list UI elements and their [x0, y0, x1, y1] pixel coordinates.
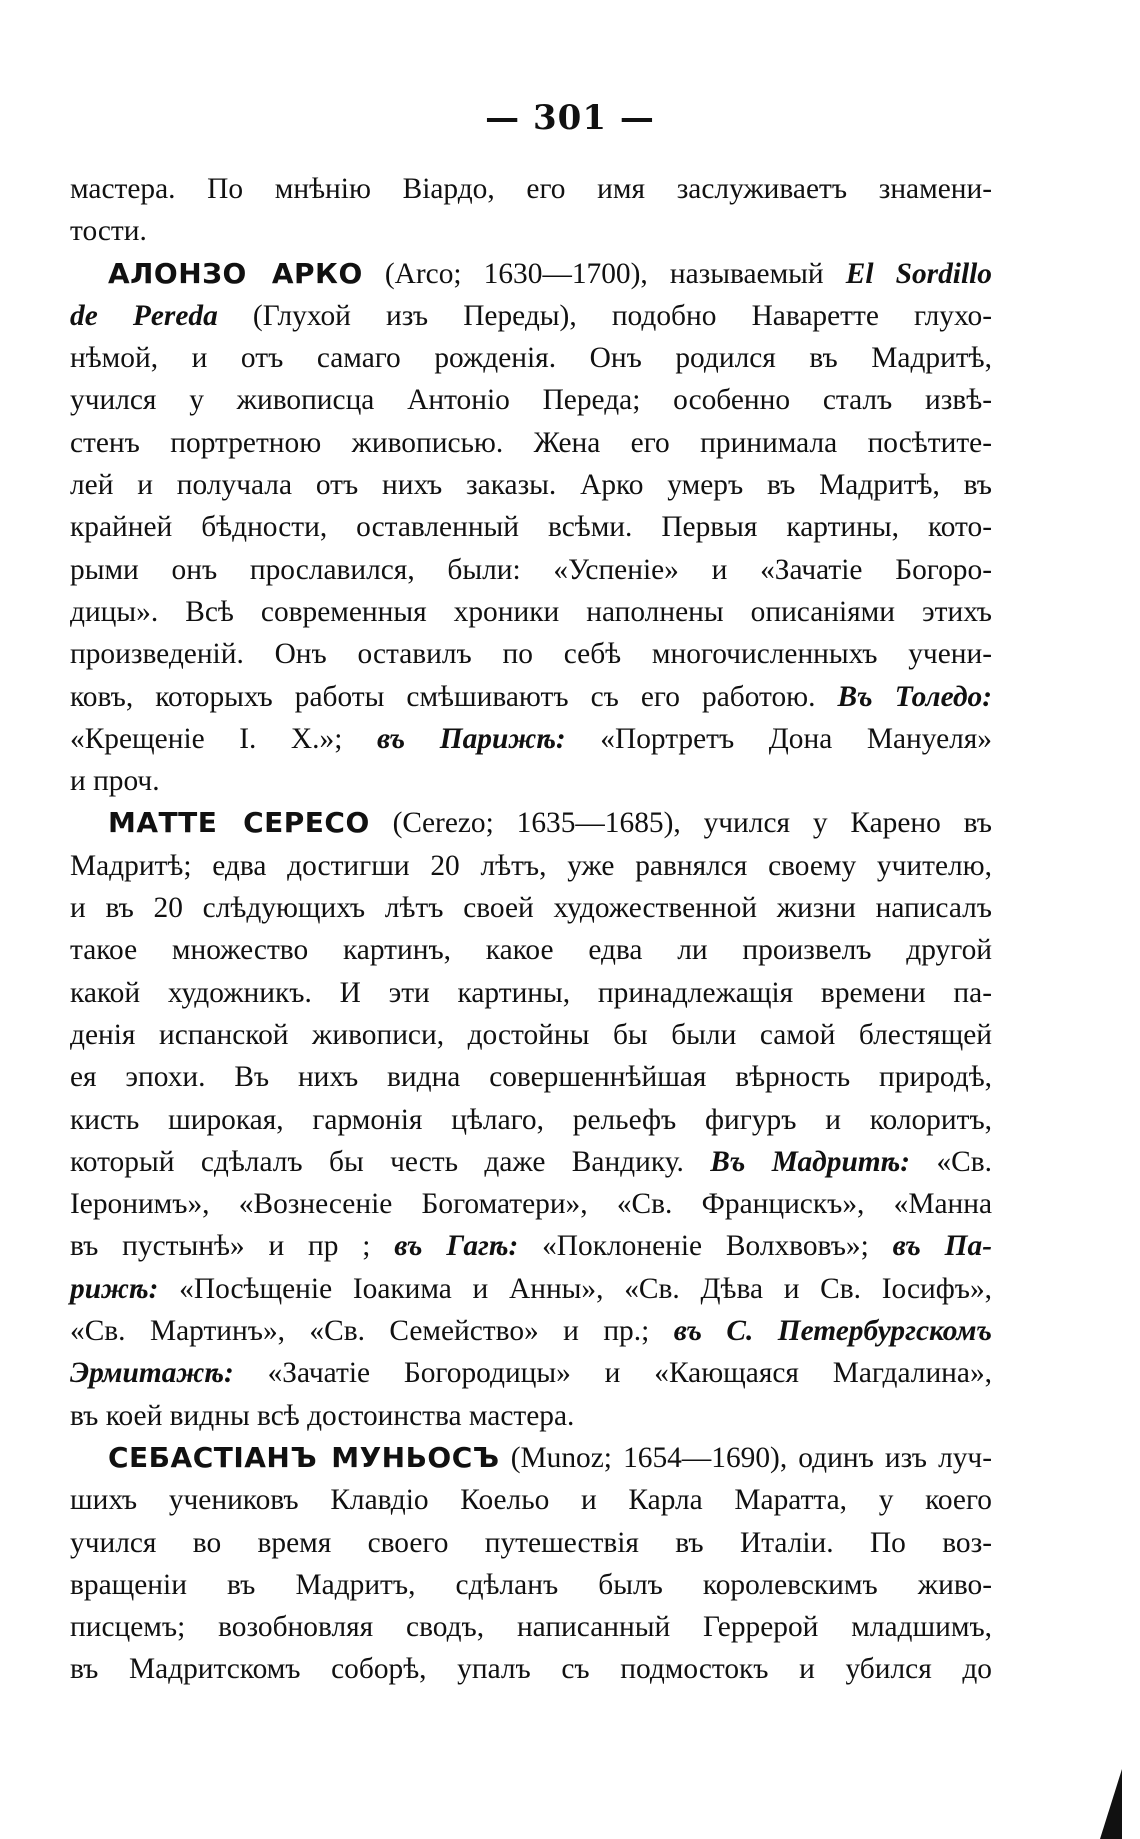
- text-line: МАТТЕ СЕРЕСО (Cerezo; 1635—1685), учился у Карено въ: [108, 806, 992, 840]
- text-line: «Крещеніе І. Х.»; въ Парижѣ: «Портретъ Дона Мануеля»: [70, 722, 992, 755]
- text-line: вращеніи въ Мадритъ, сдѣланъ былъ королевскимъ живо-: [70, 1568, 992, 1601]
- text-line: учился во время своего путешествія въ Италіи. По воз-: [70, 1526, 992, 1559]
- text-line: въ пустынѣ» и пр ; въ Гагѣ: «Поклоненіе Волхвовъ»; въ Па-: [70, 1230, 992, 1263]
- text-line: въ коей видны всѣ достоинства мастера.: [70, 1399, 575, 1432]
- page-body-text: [70, 168, 992, 1691]
- text-line: стенъ портретною живописью. Жена его принимала посѣтите-: [70, 426, 992, 459]
- text-line: который сдѣлалъ бы честь даже Вандику. Въ Мадритѣ: «Св.: [70, 1145, 992, 1178]
- text-line: рыми онъ прославился, были: «Успеніе» и «Зачатіе Богоро-: [70, 553, 992, 586]
- text-line: произведеній. Онъ оставилъ по себѣ многочисленныхъ учени-: [70, 638, 992, 671]
- text-line: ковъ, которыхъ работы смѣшиваютъ съ его работою. Въ Толедо:: [70, 680, 993, 713]
- text-line: крайней бѣдности, оставленный всѣми. Первыя картины, кото-: [70, 511, 992, 544]
- artist-name-heading: СЕБАСТІАНЪ МУНЬОСЪ: [108, 1440, 500, 1474]
- text-line: такое множество картинъ, какое едва ли произвелъ другой: [70, 934, 992, 967]
- text-line: какой художникъ. И эти картины, принадлежащія времени па-: [70, 976, 992, 1009]
- text-line: и въ 20 слѣдующихъ лѣтъ своей художественной жизни написалъ: [70, 892, 992, 925]
- text-line: Эрмитажѣ: «Зачатіе Богородицы» и «Кающаяся Магдалина»,: [70, 1357, 992, 1390]
- text-line: Іеронимъ», «Вознесеніе Богоматери», «Св. Францискъ», «Манна: [70, 1188, 992, 1221]
- text-line: «Св. Мартинъ», «Св. Семейство» и пр.; въ С. Петербургскомъ: [70, 1315, 992, 1348]
- page-corner-mark: [1100, 1769, 1122, 1839]
- artist-name-heading: АЛОНЗО АРКО: [108, 256, 363, 290]
- text-line: учился у живописца Антоніо Переда; особенно сталъ извѣ-: [70, 384, 992, 417]
- artist-name-heading: МАТТЕ СЕРЕСО: [108, 806, 370, 840]
- text-line: нѣмой, и отъ самаго рожденія. Онъ родился въ Мадритѣ,: [70, 342, 992, 375]
- text-line: мастера. По мнѣнію Віардо, его имя заслуживаетъ знамени-: [70, 173, 992, 205]
- text-line: АЛОНЗО АРКО (Arco; 1630—1700), называемый El Sordillo: [108, 256, 992, 290]
- text-line: писцемъ; возобновляя сводъ, написанный Геррерой младшимъ,: [70, 1611, 992, 1644]
- text-line: СЕБАСТІАНЪ МУНЬОСЪ (Munoz; 1654—1690), одинъ изъ луч-: [108, 1440, 993, 1474]
- text-line: ея эпохи. Въ нихъ видна совершеннѣйшая вѣрность природѣ,: [70, 1061, 992, 1094]
- text-line: въ Мадритскомъ соборѣ, упалъ съ подмостокъ и убился до: [70, 1653, 992, 1686]
- text-line: тости.: [70, 215, 147, 248]
- text-line: лей и получала отъ нихъ заказы. Арко умеръ въ Мадритѣ, въ: [70, 469, 992, 502]
- text-line: дицы». Всѣ современныя хроники наполнены описаніями этихъ: [70, 595, 992, 628]
- text-line: шихъ учениковъ Клавдіо Коельо и Карла Маратта, у коего: [70, 1484, 992, 1517]
- text-line: денія испанской живописи, достойны бы были самой блестящей: [70, 1018, 992, 1051]
- page-number: — 301 —: [485, 98, 655, 138]
- text-line: рижѣ: «Посѣщеніе Іоакима и Анны», «Св. Дѣва и Св. Іосифъ»,: [70, 1272, 992, 1305]
- text-line: de Pereda (Глухой изъ Переды), подобно Наваретте глухо-: [70, 299, 992, 332]
- text-line: Мадритѣ; едва достигши 20 лѣтъ, уже равнялся своему учителю,: [70, 849, 992, 882]
- text-line: кисть широкая, гармонія цѣлаго, рельефъ фигуръ и колоритъ,: [70, 1103, 992, 1136]
- text-line: и проч.: [70, 765, 160, 798]
